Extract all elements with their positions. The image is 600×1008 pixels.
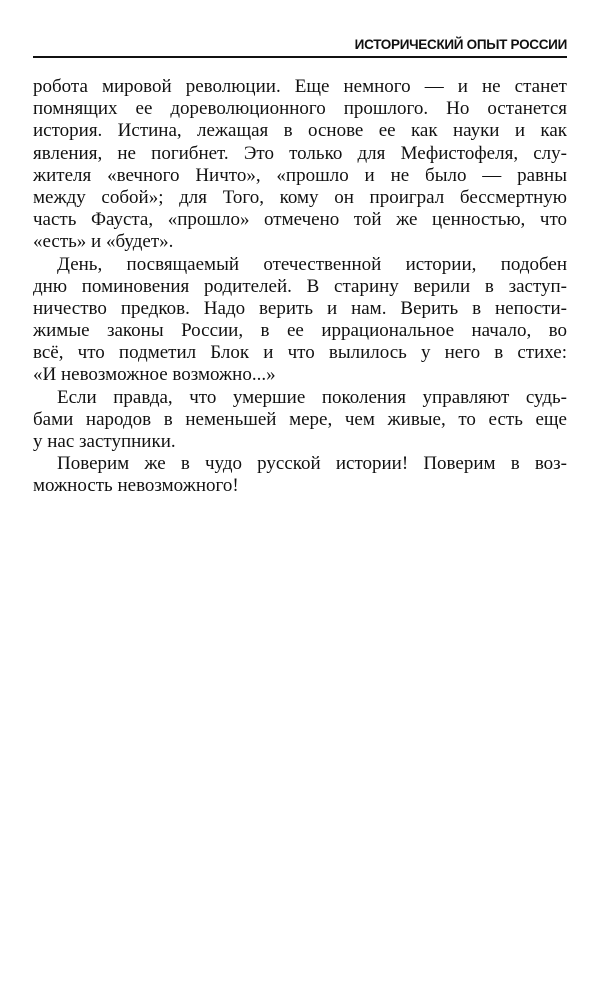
text-line: дню поминовения родителей. В старину верили в заступ- xyxy=(33,275,567,297)
paragraph xyxy=(33,387,567,454)
text-line: ничество предков. Надо верить и нам. Верить в непости- xyxy=(33,297,567,319)
text-line: всё, что подметил Блок и что вылилось у него в стихе: xyxy=(33,342,567,364)
text-line: «И невозможное возможно...» xyxy=(33,364,276,386)
text-line: Поверим же в чудо русской истории! Поверим в воз- xyxy=(57,453,567,475)
text-line: помнящих ее дореволюционного прошлого. Но останется xyxy=(33,98,567,120)
text-line: можность невозможного! xyxy=(33,475,239,497)
text-line: между собой»; для Того, кому он проиграл бессмертную xyxy=(33,186,567,208)
text-line: у нас заступники. xyxy=(33,431,176,452)
body-text xyxy=(33,76,567,498)
paragraph xyxy=(33,76,567,254)
text-line: робота мировой революции. Еще немного — и не станет xyxy=(33,76,567,97)
paragraph xyxy=(33,254,567,387)
text-line: часть Фауста, «прошло» отмечено той же ценностью, что xyxy=(33,209,567,231)
text-line: Если правда, что умершие поколения управляют судь- xyxy=(57,386,567,408)
text-line: история. Истина, лежащая в основе ее как науки и как xyxy=(33,120,567,142)
text-line: жителя «вечного Ничто», «прошло и не было — равны xyxy=(33,164,567,186)
text-line: явления, не погибнет. Это только для Мефистофеля, слу- xyxy=(33,142,567,164)
text-line: День, посвящаемый отечественной истории, подобен xyxy=(57,253,567,275)
text-line: «есть» и «будет». xyxy=(33,231,174,253)
text-line: бами народов в неменьшей мере, чем живые, то есть еще xyxy=(33,408,567,430)
text-line: жимые законы России, в ее иррациональное начало, во xyxy=(33,320,567,342)
running-head: ИСТОРИЧЕСКИЙ ОПЫТ РОССИИ xyxy=(33,34,567,58)
paragraph xyxy=(33,453,567,497)
